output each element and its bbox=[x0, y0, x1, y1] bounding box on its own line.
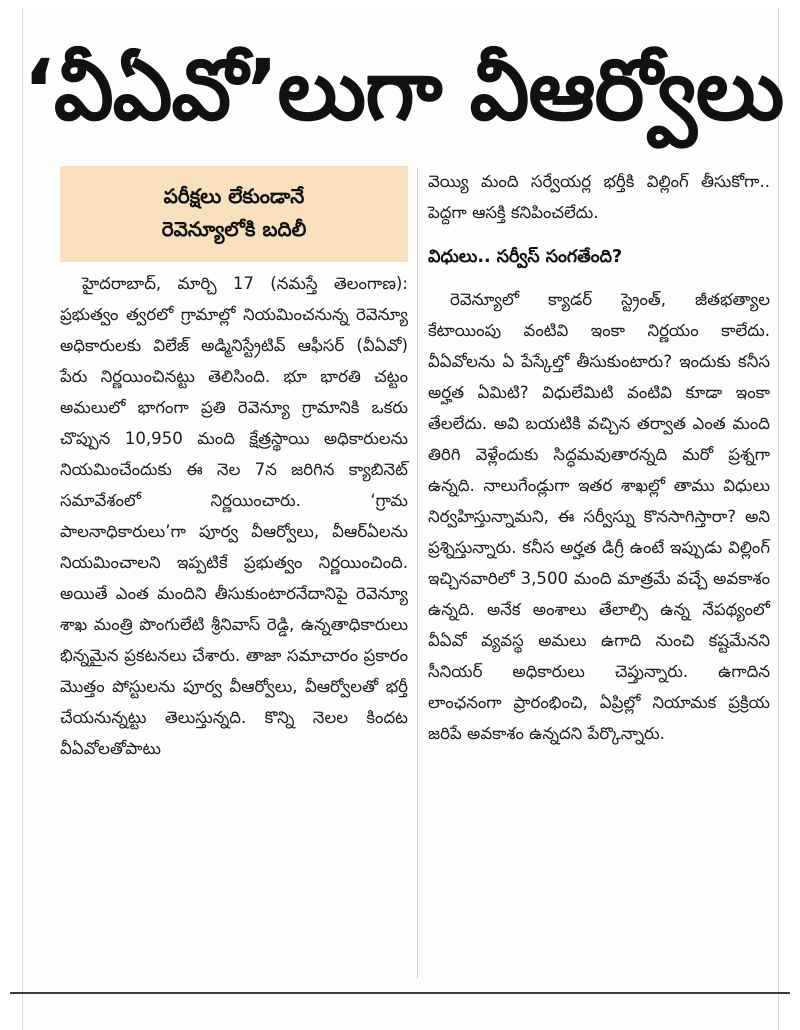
left-column bbox=[60, 166, 408, 764]
subhead-line-1: పరీక్షలు లేకుండానే bbox=[163, 184, 305, 208]
left-body-paragraph: హైదరాబాద్, మార్చి 17 (నమస్తే తెలంగాణ): ప్రభుత్వం త్వరలో గ్రామాల్లో నియమించనున్న రెవెన్యూ అధికారులకు విలేజ్ అడ్మినిస్ట్రేటివ్ ఆఫీసర్ (వీఏవో) పేరు నిర్ణయించినట్టు తెలిసింది. భూ భారతి చట్టం అమలులో భాగంగా ప్రతి రెవెన్యూ గ్రామానికి ఒకరు చొప్పున 10,950 మంది క్షేత్రస్థాయి అధికారులను నియమించేందుకు ఈ నెల 7న జరిగిన క్యాబినెట్ సమావేశంలో నిర్ణయించారు. ‘గ్రామ పాలనాధికారులు’గా పూర్వ వీఆర్వోలు, వీఆర్ఏలను నియమించాలని ఇప్పటికే ప్రభుత్వం నిర్ణయించింది. అయితే ఎంత మందిని తీసుకుంటారనేదానిపై రెవెన్యూ శాఖ మంత్రి పొంగులేటి శ్రీనివాస్ రెడ్డి, ఉన్నతాధికారులు భిన్నమైన ప్రకటనలు చేశారు. తాజా సమాచారం ప్రకారం మొత్తం పోస్టులను పూర్వ వీఆర్వోలు, వీఆర్వోలతో భర్తీ చేయనున్నట్టు తెలుస్తున్నది. కొన్ని నెలల కిందట వీఏవోలతోపాటు bbox=[60, 274, 408, 758]
right-continuation-paragraph: వెయ్యి మంది సర్వేయర్ల భర్తీకి విల్లింగ్ తీసుకోగా.. పెద్దగా ఆసక్తి కనిపించలేదు. bbox=[428, 172, 770, 222]
right-column bbox=[428, 166, 770, 749]
newspaper-clipping bbox=[22, 8, 784, 1030]
subhead-box bbox=[60, 166, 408, 262]
right-body-paragraph: రెవెన్యూలో క్యాడర్ స్ట్రెంత్, జీతభత్యాల కేటాయింపు వంటివి ఇంకా నిర్ణయం కాలేదు. వీఏవోలను ఏ పేస్కేల్తో తీసుకుంటారు? ఇందుకు కనీస అర్హత ఏమిటి? విధులేమిటి వంటివి కూడా ఇంకా తేలలేదు. అవి బయటికి వచ్చిన తర్వాత ఎంత మంది తిరిగి వెళ్లేందుకు సిద్ధమవుతారన్నది మరో ప్రశ్నగా ఉన్నది. నాలుగేండ్లుగా ఇతర శాఖల్లో తాము విధులు నిర్వహిస్తున్నామని, ఈ సర్వీస్ను కొనసాగిస్తారా? అని ప్రశ్నిస్తున్నారు. కనీస అర్హత డిగ్రీ ఉంటే ఇప్పుడు విల్లింగ్ ఇచ్చినవారిలో 3,500 మంది మాత్రమే వచ్చే అవకాశం ఉన్నది. అనేక అంశాలు తేలాల్సి ఉన్న నేపథ్యంలో వీఏవో వ్యవస్థ అమలు ఉగాది నుంచి కష్టమేనని సీనియర్ అధికారులు చెప్తున్నారు. ఉగాదిన లాంఛనంగా ప్రారంభించి, ఏప్రిల్లో నియామక ప్రక్రియ జరిపే అవకాశం ఉన్నదని పేర్కొన్నారు. bbox=[428, 290, 770, 743]
headline: ‘వీఏవో’లుగా వీఆర్వోలు bbox=[23, 41, 784, 139]
column-divider bbox=[417, 168, 418, 978]
bottom-rule bbox=[10, 992, 790, 994]
section-heading: విధులు.. సర్వీస్ సంగతేంది? bbox=[428, 247, 623, 267]
subhead-line-2: రెవెన్యూలోకి బదిలీ bbox=[161, 217, 307, 241]
